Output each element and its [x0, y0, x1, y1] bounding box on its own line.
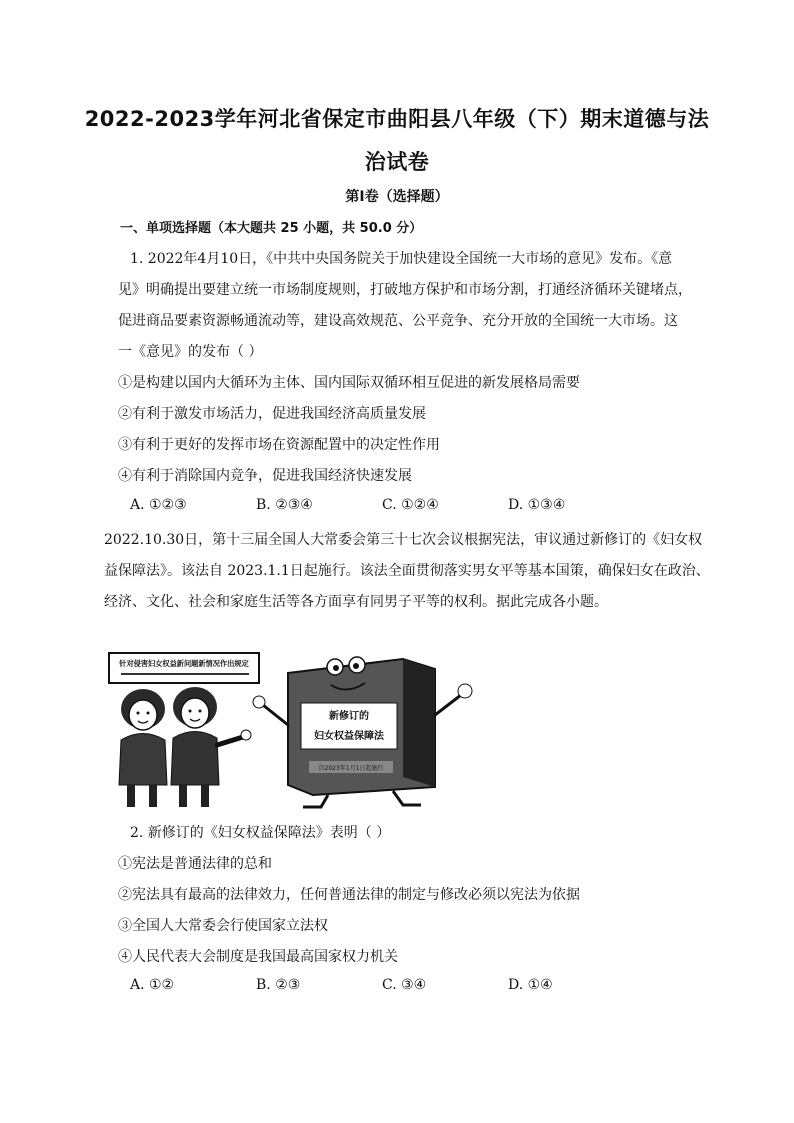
- q1-option-d[interactable]: D. ①③④: [508, 497, 566, 513]
- exam-title-line-1: 2022-2023学年河北省保定市曲阳县八年级（下）期末道德与法: [84, 107, 710, 131]
- q2-option-a[interactable]: A. ①②: [130, 977, 175, 993]
- q1-statement-2: ②有利于激发市场活力，促进我国经济高质量发展: [118, 406, 426, 422]
- banner-text: 针对侵害妇女权益新问题新情况作出规定: [119, 659, 249, 668]
- book-title-1: 新修订的: [329, 711, 369, 722]
- q1-stem-line-4: 一《意见》的发布（ ）: [118, 344, 263, 360]
- woman-figure-right: [171, 687, 251, 807]
- q1-stem-line-1: 1. 2022年4月10日，《中共中央国务院关于加快建设全国统一大市场的意见》发布。《意: [130, 251, 673, 267]
- q1-option-b[interactable]: B. ②③④: [256, 497, 313, 513]
- book-title-2: 妇女权益保障法: [314, 731, 384, 742]
- q1-statement-1: ①是构建以国内大循环为主体、国内国际双循环相互促进的新发展格局需要: [118, 375, 580, 391]
- material-line-1: 2022.10.30日，第十三届全国人大常委会第三十七次会议根据宪法，审议通过新修订的《妇女权: [104, 532, 703, 548]
- q2-stem: 2. 新修订的《妇女权益保障法》表明（ ）: [130, 825, 391, 841]
- woman-figure-left: [119, 689, 167, 807]
- banner-box: [109, 653, 259, 683]
- exam-title-line-2: 治试卷: [364, 150, 430, 174]
- material-line-3: 经济、文化、社会和家庭生活等各方面享有同男子平等的权利。据此完成各小题。: [104, 594, 608, 610]
- q1-statement-3: ③有利于更好的发挥市场在资源配置中的决定性作用: [118, 437, 440, 453]
- cartoon-illustration: [103, 645, 481, 810]
- section-heading: 一、单项选择题（本大题共 25 小题，共 50.0 分）: [120, 221, 423, 236]
- q2-statement-2: ②宪法具有最高的法律效力，任何普通法律的制定与修改必须以宪法为依据: [118, 887, 580, 903]
- q1-stem-line-3: 促进商品要素资源畅通流动等，建设高效规范、公平竞争、充分开放的全国统一大市场。这: [118, 313, 678, 329]
- book-character: [253, 657, 472, 807]
- q2-statement-4: ④人民代表大会制度是我国最高国家权力机关: [118, 949, 398, 965]
- q1-option-c[interactable]: C. ①②④: [382, 497, 439, 513]
- q2-statement-1: ①宪法是普通法律的总和: [118, 856, 272, 872]
- q2-statement-3: ③全国人大常委会行使国家立法权: [118, 918, 328, 934]
- volume-heading: 第I卷（选择题）: [345, 189, 449, 205]
- q2-option-c[interactable]: C. ③④: [382, 977, 427, 993]
- q1-stem-line-2: 见》明确提出要建立统一市场制度规则，打破地方保护和市场分割，打通经济循环关键堵点，: [118, 282, 692, 298]
- q1-option-a[interactable]: A. ①②③: [130, 497, 187, 513]
- q1-statement-4: ④有利于消除国内竞争，促进我国经济快速发展: [118, 468, 412, 484]
- q2-option-d[interactable]: D. ①④: [508, 977, 553, 993]
- book-date: 自2023年1月1日起施行: [318, 765, 384, 772]
- material-line-2: 益保障法》。该法自 2023.1.1日起施行。该法全面贯彻落实男女平等基本国策，确保妇女在政治、: [104, 563, 710, 579]
- q2-option-b[interactable]: B. ②③: [256, 977, 301, 993]
